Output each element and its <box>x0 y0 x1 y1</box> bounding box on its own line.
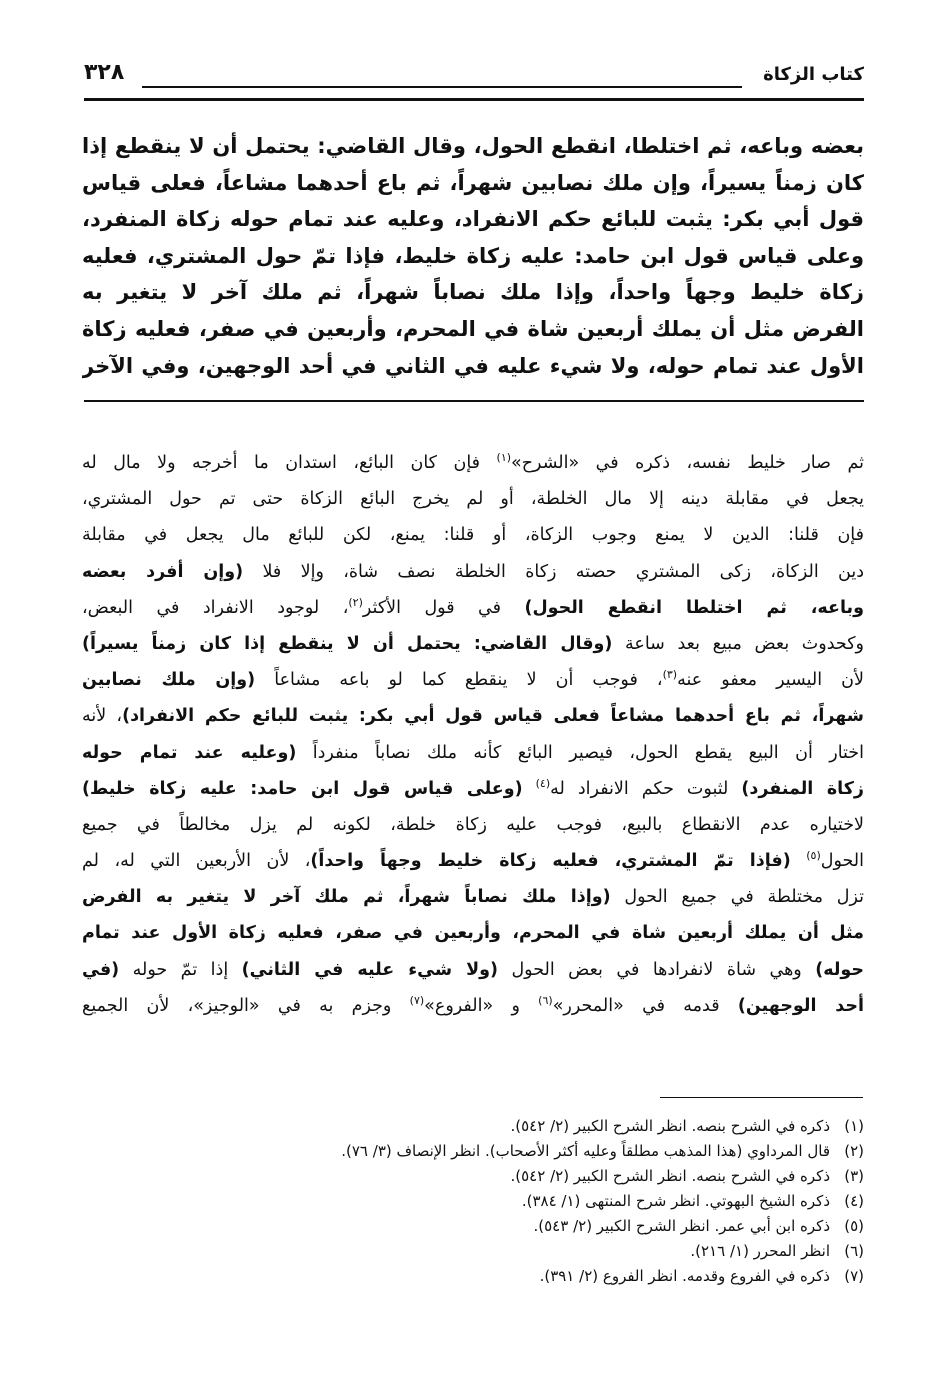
commentary-text-segment: لأن اليسير معفو عنه <box>677 670 864 691</box>
quoted-matn-text: (فإذا تمّ المشتري، فعليه زكاة خليط وجهاً واحداً) <box>310 851 791 872</box>
commentary-line <box>82 517 864 553</box>
commentary-text-segment: وهي شاة لانفرادها في بعض الحول <box>498 959 816 980</box>
commentary-text-segment: وجزم به في «الوجيز»، لأن الجميع <box>82 995 410 1016</box>
commentary-line <box>82 915 864 951</box>
footnote-number: (٢) <box>844 1142 864 1160</box>
quoted-matn-text: (ولا شيء عليه في الثاني) <box>241 959 498 980</box>
quoted-matn-text: (في <box>82 959 120 980</box>
commentary-line <box>82 590 864 626</box>
commentary-text-segment: لاختياره عدم الانقطاع بالبيع، فوجب عليه زكاة خلطة، لكونه لم يزل مخالطاً في جميع <box>82 814 864 835</box>
quoted-matn-text: شهراً، ثم باع أحدهما مشاعاً فعلى قياس قول أبي بكر: يثبت للبائع حكم الانفراد) <box>122 706 864 727</box>
commentary-text-segment: ، لوجود الانفراد في البعض، <box>82 597 349 618</box>
footnote-text: ذكره في الفروع وقدمه. انظر الفروع (٢/ ٣٩١). <box>539 1267 830 1285</box>
footnote-text: ذكره الشيخ البهوتي. انظر شرح المنتهى (١/ ٣٨٤). <box>521 1192 830 1210</box>
commentary-line <box>82 735 864 771</box>
commentary-line <box>82 626 864 662</box>
page-number: ٣٢٨ <box>84 60 125 85</box>
quoted-matn-text: زكاة المنفرد) <box>741 778 864 799</box>
footnote-reference: (٦) <box>538 993 553 1007</box>
quoted-matn-text: (وإن ملك نصابين <box>82 670 256 691</box>
header-line <box>142 86 742 88</box>
footnote-reference: (٢) <box>348 595 363 609</box>
footnote-text: انظر المحرر (١/ ٢١٦). <box>690 1242 830 1260</box>
footnote-reference: (٤) <box>535 776 551 790</box>
commentary-text-segment: ثم صار خليط نفسه، ذكره في «الشرح» <box>511 453 864 473</box>
commentary-text-segment: ، فوجب أن لا ينقطع كما لو باعه مشاعاً <box>255 670 663 691</box>
commentary-text <box>82 445 864 1024</box>
commentary-text-segment: في قول الأكثر <box>362 597 525 618</box>
footnote-number: (٤) <box>844 1192 864 1210</box>
footnote <box>341 1139 864 1164</box>
quoted-matn-text: (وإن أفرد بعضه <box>82 561 244 582</box>
footnote-number: (٣) <box>844 1167 864 1185</box>
main-text-line: الأول عند تمام حوله، ولا شيء عليه في الثاني في أحد الوجهين، وفي الآخر <box>82 353 864 378</box>
main-text-line: بعضه وباعه، ثم اختلطا، انقطع الحول، وقال القاضي: يحتمل أن لا ينقطع إذا <box>82 134 864 158</box>
commentary-line <box>82 771 864 807</box>
running-header <box>84 62 864 92</box>
quoted-matn-text: حوله) <box>815 959 864 980</box>
commentary-text-segment: و «الفروع» <box>424 995 539 1016</box>
footnote <box>341 1239 864 1264</box>
footnote-reference: (٥) <box>806 849 821 863</box>
footnote-number: (٥) <box>844 1217 864 1235</box>
footnote-number: (٧) <box>844 1267 864 1285</box>
commentary-text-segment: ، لأن الأربعين التي له، لم <box>82 851 311 872</box>
main-text-line: كان زمناً يسيراً، وإن ملك نصابين شهراً، ثم باع أحدهما مشاعاً، فعلى قياس <box>82 170 864 195</box>
footnote-reference: (٣) <box>662 668 678 682</box>
commentary-line <box>82 698 864 734</box>
main-text-line: وعلى قياس قول ابن حامد: عليه زكاة خليط، فإذا تمّ حول المشتري، فعليه <box>82 243 864 268</box>
footnote <box>341 1114 864 1139</box>
commentary-text-segment: إذا تمّ حوله <box>119 959 242 980</box>
footnote <box>341 1189 864 1214</box>
commentary-text-segment: ، لأنه <box>82 706 123 727</box>
commentary-line <box>82 807 864 843</box>
commentary-text-segment: فإن قلنا: الدين لا يمنع وجوب الزكاة، أو قلنا: يمنع، لكن للبائع مال يجعل في مقابلة <box>82 525 864 546</box>
footnote-text: قال المرداوي (هذا المذهب مطلقاً وعليه أكثر الأصحاب). انظر الإنصاف (٣/ ٧٦). <box>341 1142 830 1160</box>
commentary-line <box>82 662 864 698</box>
footnote <box>341 1214 864 1239</box>
footnote-reference: (١) <box>496 451 512 465</box>
footnotes <box>341 1114 864 1289</box>
commentary-line <box>82 843 864 879</box>
commentary-text-segment: تزل مختلطة في جميع الحول <box>610 887 864 908</box>
footnote-reference: (٧) <box>409 993 425 1007</box>
commentary-text-segment: يجعل في مقابلة دينه إلا مال الخلطة، أو لم يخرج البائع الزكاة حتى تم حول المشتري، <box>82 489 864 510</box>
footnote-text: ذكره في الشرح بنصه. انظر الشرح الكبير (٢/ ٥٤٢). <box>510 1117 830 1135</box>
commentary-text-segment <box>523 779 536 799</box>
commentary-text-segment: لثبوت حكم الانفراد له <box>550 778 742 799</box>
footnote <box>341 1264 864 1289</box>
commentary-text-segment <box>791 851 806 871</box>
footnote-separator <box>660 1097 863 1098</box>
footnote-number: (١) <box>844 1117 864 1135</box>
quoted-matn-text: أحد الوجهين) <box>737 995 864 1016</box>
commentary-text-segment: وكحدوث بعض مبيع بعد ساعة <box>612 633 864 654</box>
main-text <box>82 128 864 384</box>
commentary-line <box>82 554 864 590</box>
commentary-text-segment: فإن كان البائع، استدان ما أخرجه ولا مال له <box>82 453 497 473</box>
quoted-matn-text: (وعلى قياس قول ابن حامد: عليه زكاة خليط) <box>82 778 523 799</box>
chapter-title: كتاب الزكاة <box>763 64 864 85</box>
commentary-text-segment: الحول <box>820 851 864 872</box>
commentary-line <box>82 952 864 988</box>
quoted-matn-text: وباعه، ثم اختلطا انقطع الحول) <box>524 597 864 618</box>
text-separator-rule <box>84 400 864 402</box>
commentary-line <box>82 879 864 915</box>
commentary-text-segment: دين الزكاة، زكى المشتري حصته زكاة الخلطة نصف شاة، وإلا فلا <box>243 561 864 582</box>
main-text-line: قول أبي بكر: يثبت للبائع حكم الانفراد، وعليه عند تمام حوله زكاة المنفرد، <box>82 207 864 232</box>
footnote <box>341 1164 864 1189</box>
quoted-matn-text: مثل أن يملك أربعين شاة في المحرم، وأربعين في صفر، فعليه زكاة الأول عند تمام <box>82 923 864 944</box>
commentary-line <box>82 988 864 1024</box>
quoted-matn-text: (وقال القاضي: يحتمل أن لا ينقطع إذا كان زمناً يسيراً) <box>82 633 613 654</box>
commentary-line <box>82 445 864 481</box>
commentary-text-segment: اختار أن البيع يقطع الحول، فيصير البائع كأنه ملك نصاباً منفرداً <box>296 742 864 763</box>
quoted-matn-text: (وعليه عند تمام حوله <box>82 742 297 763</box>
footnote-text: ذكره ابن أبي عمر. انظر الشرح الكبير (٢/ ٥٤٣). <box>533 1217 830 1235</box>
commentary-text-segment: قدمه في «المحرر» <box>552 995 738 1016</box>
commentary-line <box>82 481 864 517</box>
header-rule <box>84 98 864 101</box>
footnote-number: (٦) <box>844 1242 864 1260</box>
quoted-matn-text: (وإذا ملك نصاباً شهراً، ثم ملك آخر لا يتغير به الفرض <box>82 887 611 908</box>
main-text-line: زكاة خليط وجهاً واحداً، وإذا ملك نصاباً شهراً، ثم ملك آخر لا يتغير به <box>82 280 864 305</box>
footnote-text: ذكره في الشرح بنصه. انظر الشرح الكبير (٢/ ٥٤٢). <box>510 1167 830 1185</box>
main-text-line: الفرض مثل أن يملك أربعين شاة في المحرم، وأربعين في صفر، فعليه زكاة <box>82 316 864 341</box>
